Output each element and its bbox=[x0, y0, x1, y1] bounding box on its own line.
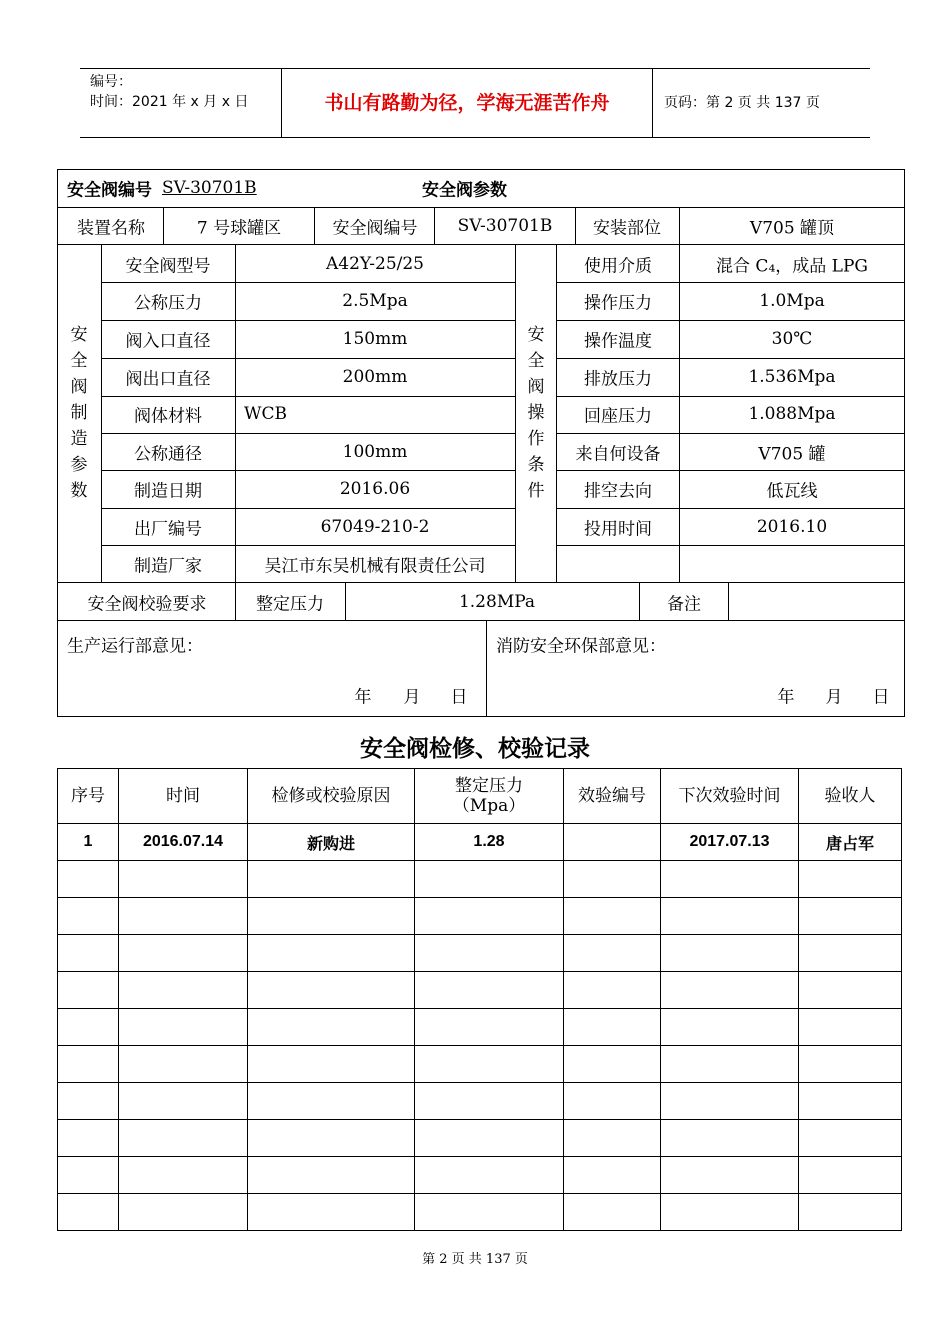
table-cell bbox=[661, 898, 799, 935]
table-row bbox=[58, 1046, 902, 1083]
table-cell bbox=[58, 1120, 119, 1157]
table-cell bbox=[248, 1083, 415, 1120]
table-cell bbox=[58, 1194, 119, 1231]
table-cell bbox=[58, 861, 119, 898]
param-title-right: 安全阀参数 bbox=[422, 180, 507, 201]
table-cell bbox=[799, 1046, 902, 1083]
mfg-value: 吴江市东吴机械有限责任公司 bbox=[264, 556, 486, 577]
date-day: 日 bbox=[872, 687, 890, 708]
table-cell bbox=[248, 861, 415, 898]
table-cell bbox=[661, 861, 799, 898]
table-cell bbox=[799, 972, 902, 1009]
mfg-value: 67049-210-2 bbox=[320, 517, 430, 537]
record-title: 安全阀检修、校验记录 bbox=[360, 736, 590, 762]
table-cell bbox=[661, 1194, 799, 1231]
table-cell bbox=[415, 1046, 564, 1083]
table-cell bbox=[564, 1194, 661, 1231]
device-label: 装置名称 bbox=[77, 218, 145, 239]
op-value: 1.536Mpa bbox=[748, 367, 836, 387]
mfg-group-label: 安全阀制造参数 bbox=[70, 325, 88, 501]
table-cell: 1 bbox=[58, 824, 119, 861]
table-cell: 2016.07.14 bbox=[119, 824, 248, 861]
table-row bbox=[58, 1083, 902, 1120]
table-cell bbox=[58, 898, 119, 935]
table-row bbox=[58, 824, 902, 861]
table-cell: 唐占军 bbox=[799, 824, 902, 861]
op-value: V705 罐 bbox=[758, 444, 826, 465]
table-cell: 1.28 bbox=[415, 824, 564, 861]
table-cell bbox=[415, 1083, 564, 1120]
table-row bbox=[58, 1194, 902, 1231]
table-cell bbox=[119, 1046, 248, 1083]
mfg-label: 阀体材料 bbox=[134, 406, 202, 427]
opinion-safety: 消防安全环保部意见： bbox=[496, 636, 666, 657]
location-label: 安装部位 bbox=[593, 218, 661, 239]
op-value: 1.088Mpa bbox=[748, 404, 836, 424]
table-cell bbox=[119, 1083, 248, 1120]
table-cell bbox=[119, 972, 248, 1009]
record-table bbox=[57, 768, 902, 1231]
op-label: 来自何设备 bbox=[575, 444, 661, 465]
mfg-value: 100mm bbox=[342, 442, 408, 462]
table-cell bbox=[564, 972, 661, 1009]
check-label: 安全阀校验要求 bbox=[87, 594, 207, 615]
table-cell: 新购进 bbox=[248, 824, 415, 861]
table-cell bbox=[564, 898, 661, 935]
date-year: 年 bbox=[777, 687, 795, 708]
mfg-value: 150mm bbox=[342, 329, 408, 349]
table-cell bbox=[248, 898, 415, 935]
op-label: 操作压力 bbox=[584, 293, 652, 314]
table-cell bbox=[119, 898, 248, 935]
table-cell bbox=[799, 861, 902, 898]
table-cell bbox=[248, 1157, 415, 1194]
table-cell bbox=[415, 1120, 564, 1157]
op-value: 低瓦线 bbox=[766, 481, 818, 502]
table-cell bbox=[415, 1009, 564, 1046]
mfg-value: WCB bbox=[244, 404, 287, 424]
table-cell bbox=[58, 1046, 119, 1083]
op-value: 混合 C₄，成品 LPG bbox=[716, 256, 868, 277]
mfg-value: 2.5Mpa bbox=[342, 291, 408, 311]
table-cell bbox=[415, 1157, 564, 1194]
table-cell bbox=[58, 935, 119, 972]
table-cell bbox=[119, 1157, 248, 1194]
table-cell bbox=[415, 972, 564, 1009]
table-cell bbox=[799, 1083, 902, 1120]
op-label: 排放压力 bbox=[584, 369, 652, 390]
page-footer: 第 2 页 共 137 页 bbox=[422, 1252, 528, 1267]
table-cell bbox=[415, 935, 564, 972]
mfg-label: 安全阀型号 bbox=[125, 256, 211, 277]
mfg-value: A42Y-25/25 bbox=[326, 254, 424, 274]
table-cell bbox=[799, 935, 902, 972]
table-cell bbox=[799, 898, 902, 935]
table-row bbox=[58, 898, 902, 935]
remark-label: 备注 bbox=[667, 594, 701, 615]
mfg-label: 出厂编号 bbox=[134, 519, 202, 540]
table-cell bbox=[119, 861, 248, 898]
header-page-info: 页码：第 2 页 共 137 页 bbox=[664, 95, 820, 111]
table-cell bbox=[58, 972, 119, 1009]
mfg-label: 阀出口直径 bbox=[125, 369, 211, 390]
table-cell bbox=[58, 1157, 119, 1194]
table-cell: 2017.07.13 bbox=[661, 824, 799, 861]
col-header-reason: 检修或校验原因 bbox=[248, 769, 415, 824]
col-header-index: 序号 bbox=[58, 769, 119, 824]
table-cell bbox=[119, 935, 248, 972]
table-cell bbox=[248, 972, 415, 1009]
col-header-acceptor: 验收人 bbox=[799, 769, 902, 824]
table-cell bbox=[415, 898, 564, 935]
device-value: 7 号球罐区 bbox=[196, 218, 282, 239]
table-row bbox=[58, 1009, 902, 1046]
table-cell bbox=[564, 1157, 661, 1194]
table-cell bbox=[119, 1009, 248, 1046]
table-cell bbox=[661, 935, 799, 972]
code-value: SV-30701B bbox=[457, 216, 553, 236]
col-header-setpoint bbox=[415, 769, 564, 824]
table-cell bbox=[564, 935, 661, 972]
table-cell bbox=[564, 1120, 661, 1157]
op-value: 30℃ bbox=[771, 329, 813, 349]
mfg-label: 阀入口直径 bbox=[125, 331, 211, 352]
date-day: 日 bbox=[450, 687, 468, 708]
param-title-prefix: 安全阀编号 bbox=[67, 180, 152, 201]
col-header-time: 时间 bbox=[119, 769, 248, 824]
table-cell bbox=[661, 1120, 799, 1157]
mfg-label: 制造日期 bbox=[134, 481, 202, 502]
table-cell bbox=[661, 1157, 799, 1194]
mfg-value: 200mm bbox=[342, 367, 408, 387]
table-cell bbox=[799, 1120, 902, 1157]
op-label: 使用介质 bbox=[584, 256, 652, 277]
time-label: 时间：2021 年 x 月 x 日 bbox=[90, 94, 249, 110]
table-cell bbox=[248, 1194, 415, 1231]
table-cell bbox=[119, 1120, 248, 1157]
table-row bbox=[58, 972, 902, 1009]
code-label: 安全阀编号 bbox=[332, 218, 418, 239]
op-label: 回座压力 bbox=[584, 406, 652, 427]
op-label: 排空去向 bbox=[584, 481, 652, 502]
table-cell bbox=[799, 1157, 902, 1194]
table-cell bbox=[564, 1046, 661, 1083]
table-cell bbox=[415, 861, 564, 898]
table-cell bbox=[661, 1009, 799, 1046]
table-cell bbox=[564, 1083, 661, 1120]
date-month: 月 bbox=[403, 687, 421, 708]
mfg-label: 公称压力 bbox=[134, 293, 202, 314]
table-cell bbox=[415, 1194, 564, 1231]
op-label: 投用时间 bbox=[584, 519, 652, 540]
table-cell bbox=[248, 1120, 415, 1157]
table-row bbox=[58, 1157, 902, 1194]
table-header-row bbox=[58, 769, 902, 824]
op-value: 2016.10 bbox=[756, 517, 828, 537]
table-cell bbox=[564, 1009, 661, 1046]
col-header-setpoint-line1: 整定压力 bbox=[455, 776, 523, 796]
opinion-production: 生产运行部意见： bbox=[67, 636, 203, 657]
header-slogan: 书山有路勤为径，学海无涯苦作舟 bbox=[281, 69, 653, 137]
setpoint-value: 1.28MPa bbox=[458, 592, 536, 612]
table-cell bbox=[661, 1046, 799, 1083]
table-row bbox=[58, 935, 902, 972]
table-cell bbox=[564, 824, 661, 861]
table-cell bbox=[119, 1194, 248, 1231]
table-cell bbox=[564, 861, 661, 898]
number-label: 编号： bbox=[90, 74, 132, 90]
mfg-label: 制造厂家 bbox=[134, 556, 202, 577]
col-header-check-no: 效验编号 bbox=[564, 769, 661, 824]
mfg-value: 2016.06 bbox=[339, 479, 411, 499]
op-value: 1.0Mpa bbox=[759, 291, 825, 311]
col-header-setpoint-unit: （Mpa） bbox=[452, 796, 526, 816]
op-group-label: 安全阀操作条件 bbox=[527, 325, 545, 501]
table-cell bbox=[58, 1009, 119, 1046]
table-cell bbox=[799, 1194, 902, 1231]
table-row bbox=[58, 861, 902, 898]
date-month: 月 bbox=[825, 687, 843, 708]
table-cell bbox=[661, 972, 799, 1009]
date-year: 年 bbox=[354, 687, 372, 708]
table-cell bbox=[661, 1083, 799, 1120]
col-header-next-time: 下次效验时间 bbox=[661, 769, 799, 824]
table-cell bbox=[248, 935, 415, 972]
table-cell bbox=[799, 1009, 902, 1046]
table-cell bbox=[58, 1083, 119, 1120]
location-value: V705 罐顶 bbox=[749, 218, 835, 239]
mfg-label: 公称通径 bbox=[134, 444, 202, 465]
setpoint-label: 整定压力 bbox=[256, 594, 324, 615]
param-title-code: SV-30701B bbox=[162, 178, 257, 198]
table-cell bbox=[248, 1009, 415, 1046]
table-cell bbox=[248, 1046, 415, 1083]
table-row bbox=[58, 1120, 902, 1157]
op-label: 操作温度 bbox=[584, 331, 652, 352]
